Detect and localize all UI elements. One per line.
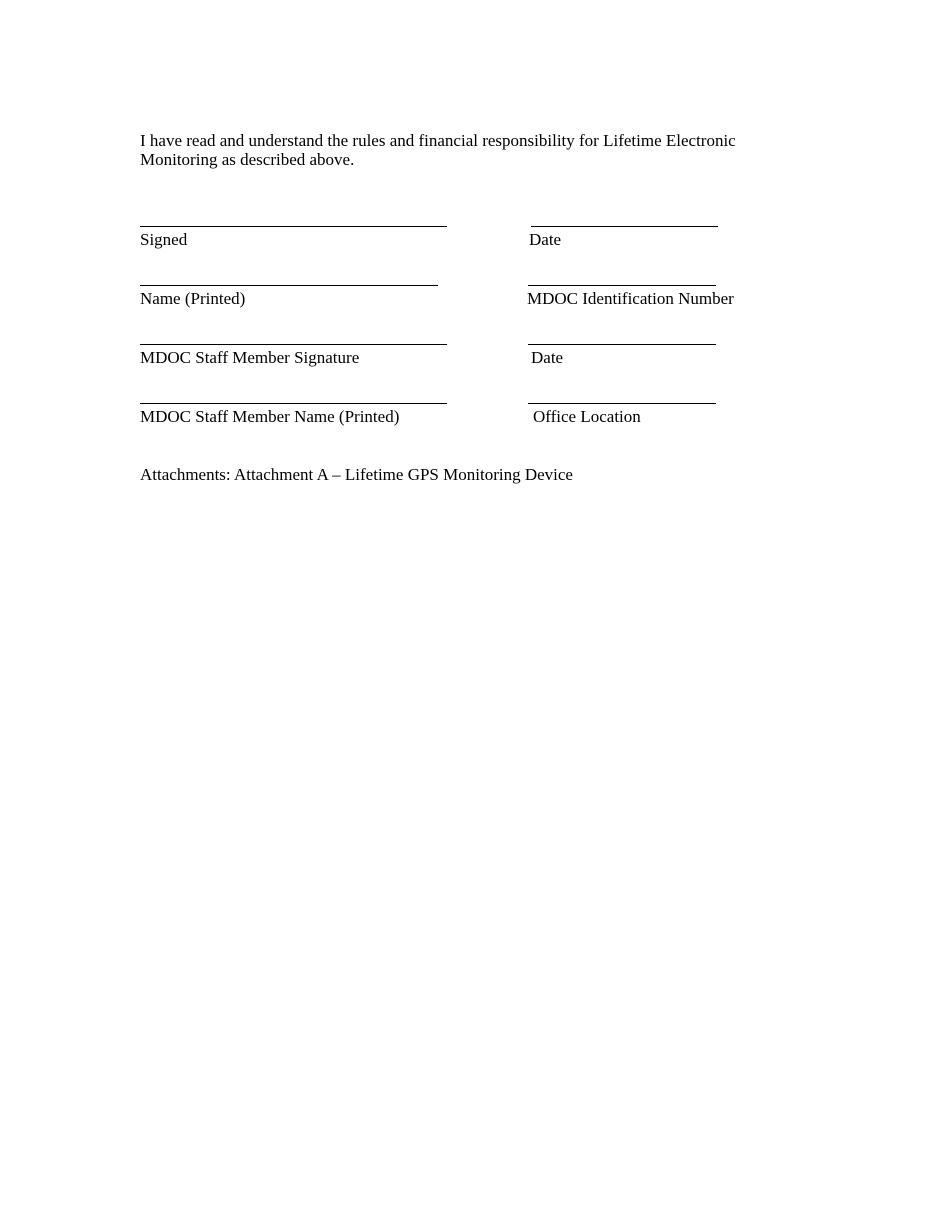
staff-date-label: Date xyxy=(531,348,564,367)
signed-date-label: Date xyxy=(529,230,562,249)
staff-date-line[interactable] xyxy=(528,344,716,345)
signature-line[interactable] xyxy=(140,226,447,227)
staff-signature-label: MDOC Staff Member Signature xyxy=(140,348,360,367)
staff-name-label: MDOC Staff Member Name (Printed) xyxy=(140,407,400,426)
office-location-label: Office Location xyxy=(533,407,641,426)
staff-signature-line[interactable] xyxy=(140,344,447,345)
signed-date-line[interactable] xyxy=(531,226,718,227)
name-printed-line[interactable] xyxy=(140,285,438,286)
acknowledgement-statement: I have read and understand the rules and financial responsibility for Lifetime Electronic Monitoring as described above. xyxy=(140,131,736,169)
signed-label: Signed xyxy=(140,230,188,249)
attachments-note: Attachments: Attachment A – Lifetime GPS Monitoring Device xyxy=(140,465,573,484)
staff-name-line[interactable] xyxy=(140,403,447,404)
name-printed-label: Name (Printed) xyxy=(140,289,246,308)
mdoc-id-line[interactable] xyxy=(528,285,716,286)
mdoc-id-label: MDOC Identification Number xyxy=(527,289,734,308)
office-location-line[interactable] xyxy=(528,403,716,404)
